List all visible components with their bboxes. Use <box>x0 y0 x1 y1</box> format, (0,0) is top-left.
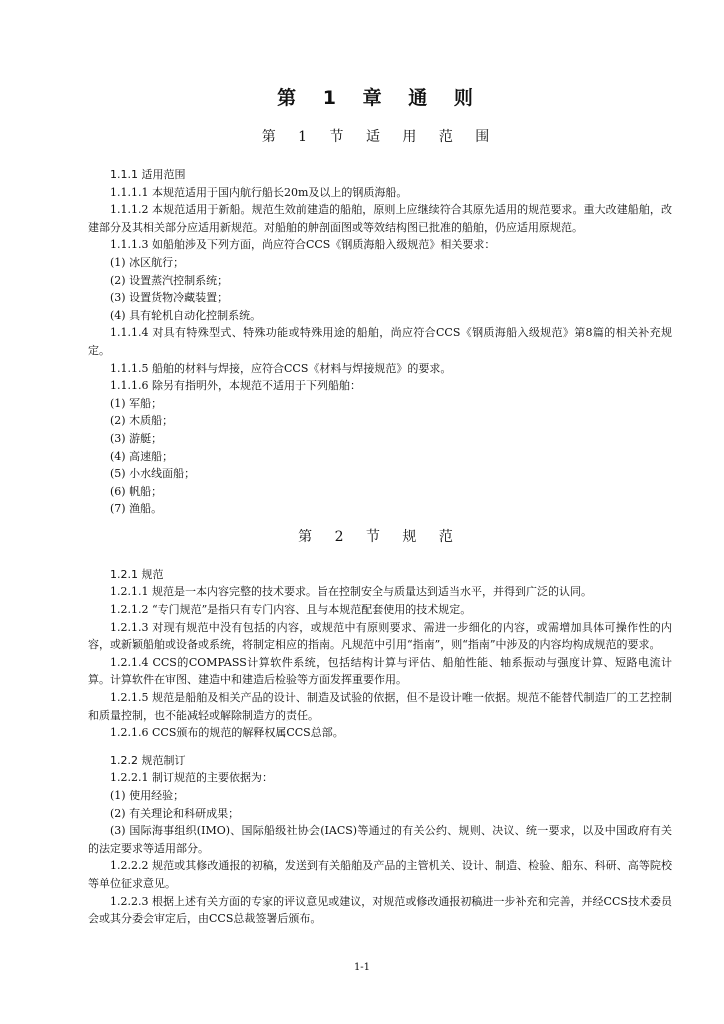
paragraph-gap <box>88 742 672 752</box>
clause-paragraph: (4) 具有轮机自动化控制系统。 <box>110 308 262 322</box>
clause-paragraph: (3) 设置货物冷藏装置； <box>110 291 229 305</box>
clause-paragraph: (2) 有关理论和科研成果； <box>110 806 240 820</box>
section-1-body <box>88 166 672 518</box>
clause-paragraph: (5) 小水线面船； <box>110 467 196 481</box>
clause-paragraph: 1.2.2.3 根据上述有关方面的专家的评议意见或建议，对规范或修改通报初稿进一步补充和完善，并经CCS技术委员会或其分委会审定后，由CCS总裁签署后颁布。 <box>88 894 672 926</box>
clause-paragraph: (6) 帆船； <box>110 484 163 498</box>
clause-heading: 1.2.1 规范 <box>110 567 164 581</box>
clause-paragraph: (7) 渔船。 <box>110 502 163 516</box>
section-1-title: 第 1 节 适 用 范 围 <box>261 129 499 145</box>
clause-paragraph: 1.2.1.3 对现有规范中没有包括的内容，或规范中有原则要求、需进一步细化的内容，或需增加具体可操作性的内容，或新颖船舶或设备或系统，将制定相应的指南。凡规范中引用“指南”，则“指南”中涉及的内容均构成规范的要求。 <box>88 620 672 652</box>
clause-paragraph: 1.1.1.1 本规范适用于国内航行船长20m及以上的钢质海船。 <box>110 185 408 199</box>
clause-paragraph: (1) 使用经验； <box>110 789 185 802</box>
clause-paragraph: 1.2.1.5 规范是船舶及相关产品的设计、制造及试验的依据，但不是设计唯一依据。规范不能替代制造厂的工艺控制和质量控制，也不能减轻或解除制造方的责任。 <box>88 691 672 722</box>
clause-heading: 1.2.2 规范制订 <box>110 753 186 767</box>
clause-paragraph: (3) 国际海事组织(IMO)、国际船级社协会(IACS)等通过的有关公约、规则、决议、统一要求，以及中国政府有关的法定要求等适用部分。 <box>88 824 672 855</box>
section-2-title: 第 2 节 规 范 <box>298 528 462 545</box>
clause-paragraph: (1) 军船； <box>110 396 163 410</box>
clause-paragraph: 1.1.1.2 本规范适用于新船。规范生效前建造的船舶，原则上应继续符合其原先适用的规范要求。重大改建船舶，改建部分及其相关部分应适用新规范。对船舶的舯剖面图或等效结构图已批准的船舶，仍应适用原规范。 <box>88 203 672 234</box>
clause-paragraph: 1.2.1.2 “专门规范”是指只有专门内容、且与本规范配套使用的技术规定。 <box>110 603 472 617</box>
clause-paragraph: (3) 游艇； <box>110 431 163 445</box>
clause-paragraph: 1.2.2.1 制订规范的主要依据为： <box>110 771 273 785</box>
clause-paragraph: (4) 高速船； <box>110 449 174 463</box>
clause-paragraph: 1.1.1.4 对具有特殊型式、特殊功能或特殊用途的船舶，尚应符合CCS《钢质海船入级规范》第8篇的相关补充规定。 <box>88 326 672 357</box>
clause-heading: 1.1.1 适用范围 <box>110 168 186 181</box>
chapter-title: 第 1 章 通 则 <box>277 87 483 109</box>
clause-paragraph: (2) 设置蒸汽控制系统； <box>110 273 229 287</box>
clause-paragraph: 1.1.1.6 除另有指明外，本规范不适用于下列船舶： <box>110 379 361 393</box>
clause-paragraph: (2) 木质船； <box>110 414 174 428</box>
clause-paragraph: 1.1.1.5 船舶的材料与焊接，应符合CCS《材料与焊接规范》的要求。 <box>110 361 452 375</box>
clause-paragraph: 1.2.1.4 CCS的COMPASS计算软件系统，包括结构计算与评估、船舶性能、轴系振动与强度计算、短路电流计算。计算软件在审图、建造中和建造后检验等方面发挥重要作用。 <box>88 655 672 687</box>
clause-paragraph: 1.2.1.6 CCS颁布的规范的解释权属CCS总部。 <box>110 726 344 740</box>
clause-paragraph: (1) 冰区航行； <box>110 255 185 269</box>
clause-paragraph: 1.2.2.2 规范或其修改通报的初稿，发送到有关船舶及产品的主管机关、设计、制造、检验、船东、科研、高等院校等单位征求意见。 <box>88 859 672 890</box>
clause-paragraph: 1.2.1.1 规范是一本内容完整的技术要求。旨在控制安全与质量达到适当水平，并得到广泛的认同。 <box>110 585 592 599</box>
section-2-body <box>88 566 672 928</box>
page-number: 1-1 <box>353 962 371 973</box>
clause-paragraph: 1.1.1.3 如船舶涉及下列方面，尚应符合CCS《钢质海船入级规范》相关要求： <box>110 238 496 252</box>
document-page <box>88 84 672 928</box>
